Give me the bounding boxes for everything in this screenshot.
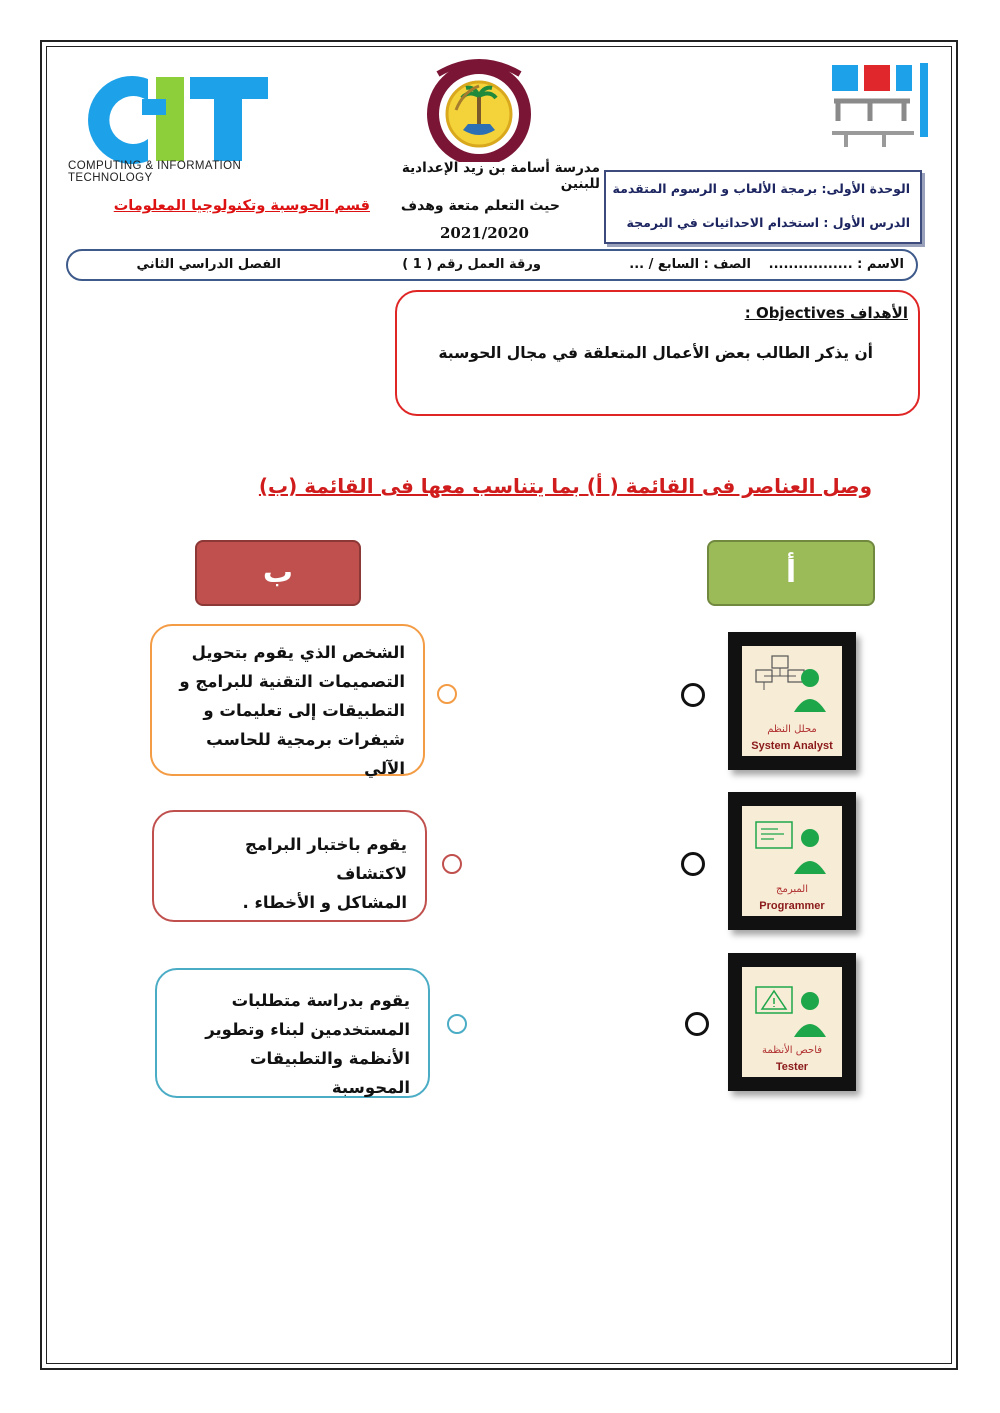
- match-dot-a-3[interactable]: [685, 1012, 709, 1036]
- semester-label: الفصل الدراسي الثاني: [136, 257, 281, 272]
- match-dot-a-2[interactable]: [681, 852, 705, 876]
- academic-year: 2021/2020: [440, 224, 529, 242]
- unit-title: الوحدة الأولى: برمجة الألعاب و الرسوم المتقدمة: [612, 181, 910, 196]
- cit-logo: [78, 65, 278, 175]
- worksheet-number: ورقة العمل رقم ( 1 ): [402, 257, 541, 272]
- job-english-label: Programmer: [759, 900, 825, 912]
- objectives-text: أن يذكر الطالب بعض الأعمال المتعلقة في مجال الحوسبة: [438, 344, 873, 362]
- definition-line: يقوم بدراسة متطلبات: [231, 991, 410, 1010]
- definition-box-3: [155, 968, 430, 1098]
- definition-box-2: [152, 810, 427, 922]
- objectives-box: [395, 290, 920, 416]
- definition-box-1: [150, 624, 425, 776]
- grade-field[interactable]: الصف : السابع / ...: [629, 257, 751, 272]
- column-a-header: أ: [707, 540, 875, 606]
- job-card-system-analyst: [728, 632, 856, 770]
- warning-screen-user-icon: [752, 973, 832, 1041]
- definition-line: المستخدمين لبناء وتطوير: [205, 1020, 410, 1039]
- cit-subtitle: COMPUTING & INFORMATION TECHNOLOGY: [68, 160, 242, 184]
- code-screen-user-icon: [752, 812, 832, 880]
- objectives-title: الأهداف Objectives :: [744, 304, 908, 322]
- job-english-label: System Analyst: [751, 740, 833, 752]
- network-user-icon: [752, 652, 832, 720]
- definition-line: التطبيقات إلى تعليمات و: [203, 701, 405, 720]
- definition-line: يقوم باختبار البرامج لاكتشاف: [244, 835, 407, 883]
- lesson-title: الدرس الأول : استخدام الاحداثيات في البرمجة: [626, 215, 910, 230]
- job-card-programmer: [728, 792, 856, 930]
- school-name: مدرسة أسامة بن زيد الإعدادية للبنين: [401, 160, 600, 192]
- definition-line: الأنظمة والتطبيقات المحوسبة: [249, 1049, 410, 1097]
- definition-line: شيفرات برمجية للحاسب الآلي: [206, 730, 405, 778]
- definition-line: المشاكل و الأخطاء .: [242, 893, 407, 912]
- definition-line: التصميمات التقنية للبرامج و: [179, 672, 405, 691]
- job-arabic-label: محلل النظم: [767, 724, 817, 735]
- column-b-header: ب: [195, 540, 361, 606]
- match-dot-b-2[interactable]: [442, 854, 462, 874]
- unit-lesson-box: [604, 170, 922, 244]
- match-dot-b-1[interactable]: [437, 684, 457, 704]
- job-arabic-label: المبرمج: [776, 884, 808, 895]
- matching-instruction: وصل العناصر فى القائمة ( أ) بما يتناسب معها فى القائمة (ب): [258, 474, 872, 498]
- student-name-field[interactable]: الاسم : .................: [768, 257, 904, 272]
- match-dot-a-1[interactable]: [681, 683, 705, 707]
- qatar-emblem: [418, 52, 540, 162]
- student-info-bar: [66, 249, 918, 281]
- match-dot-b-3[interactable]: [447, 1014, 467, 1034]
- job-card-tester: [728, 953, 856, 1091]
- job-arabic-label: فاحص الأنظمة: [761, 1045, 823, 1056]
- job-english-label: Tester: [775, 1061, 809, 1073]
- definition-line: الشخص الذي يقوم بتحويل: [191, 643, 405, 662]
- school-motto: حيث التعلم متعة وهدف: [400, 198, 560, 214]
- osama-bin-zaid-logo: [824, 55, 932, 165]
- department-title: قسم الحوسبة وتكنولوجيا المعلومات: [113, 198, 370, 214]
